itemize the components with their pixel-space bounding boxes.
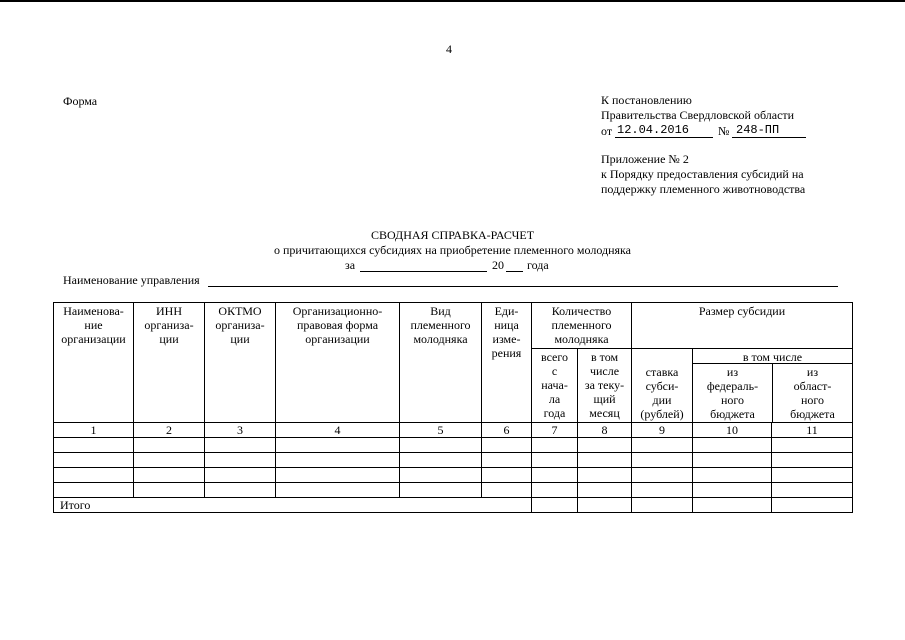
column-number: 4 xyxy=(276,423,400,438)
header-subsidy: Размер субсидии xyxy=(632,303,853,349)
column-number: 1 xyxy=(54,423,134,438)
column-number: 6 xyxy=(482,423,532,438)
table-row xyxy=(54,483,853,498)
header-qty-month: в том числе за теку- щий месяц xyxy=(578,349,632,423)
document-subtitle: о причитающихся субсидиях на приобретение племенного молодняка xyxy=(273,243,632,257)
period-suffix: года xyxy=(527,258,549,272)
approval-date: 12.04.2016 xyxy=(617,123,690,137)
total-label: Итого xyxy=(54,498,532,513)
appendix-line-1: Приложение № 2 xyxy=(601,152,689,166)
header-unit: Еди- ница изме- рения xyxy=(482,303,532,423)
approval-number-underline xyxy=(732,137,806,138)
header-inn: ИНН организа- ции xyxy=(134,303,205,423)
header-rate: ставка субси- дии (рублей) xyxy=(632,349,693,423)
column-number: 11 xyxy=(772,423,853,438)
column-number: 8 xyxy=(578,423,632,438)
header-regional: из област- ного бюджета xyxy=(790,365,835,421)
column-number: 2 xyxy=(134,423,205,438)
header-breed-type: Вид племенного молодняка xyxy=(400,303,482,423)
column-number: 5 xyxy=(400,423,482,438)
document-title: СВОДНАЯ СПРАВКА-РАСЧЕТ xyxy=(370,228,535,242)
column-number-row xyxy=(54,423,853,438)
period-blank-line xyxy=(360,271,487,272)
top-border-line xyxy=(0,0,905,2)
approval-line-2: Правительства Свердловской области xyxy=(601,108,795,122)
page-number: 4 xyxy=(446,42,452,56)
period-year-blank-line xyxy=(506,271,523,272)
table-row xyxy=(54,453,853,468)
approval-number: 248-ПП xyxy=(736,123,780,137)
header-org-name: Наименова- ние организации xyxy=(54,303,134,423)
total-row xyxy=(54,498,853,513)
column-number: 7 xyxy=(532,423,578,438)
approval-from-word: от xyxy=(601,124,613,138)
table-row xyxy=(54,468,853,483)
subsidy-table xyxy=(53,302,853,513)
column-number: 10 xyxy=(693,423,772,438)
appendix-line-2: к Порядку предоставления субсидий на xyxy=(601,167,804,181)
table-row xyxy=(54,438,853,453)
approval-number-sign: № xyxy=(718,124,730,138)
header-including xyxy=(693,349,853,423)
appendix-line-3: поддержку племенного животноводства xyxy=(601,182,806,196)
approval-date-underline xyxy=(615,137,713,138)
header-quantity: Количество племенного молодняка xyxy=(532,303,632,349)
management-label: Наименование управления xyxy=(63,273,200,287)
period-prefix: за xyxy=(345,258,356,272)
header-oktmo: ОКТМО организа- ции xyxy=(205,303,276,423)
header-qty-total: всего с нача- ла года xyxy=(532,349,578,423)
period-year: 20 xyxy=(492,258,504,272)
column-number: 9 xyxy=(632,423,693,438)
form-label: Форма xyxy=(63,94,98,108)
header-including-label: в том числе xyxy=(693,349,852,364)
approval-line-1: К постановлению xyxy=(601,93,692,107)
header-federal: из федераль- ного бюджета xyxy=(693,364,773,422)
header-legal-form: Организационно- правовая форма организации xyxy=(276,303,400,423)
column-number: 3 xyxy=(205,423,276,438)
management-blank-line xyxy=(208,286,838,287)
